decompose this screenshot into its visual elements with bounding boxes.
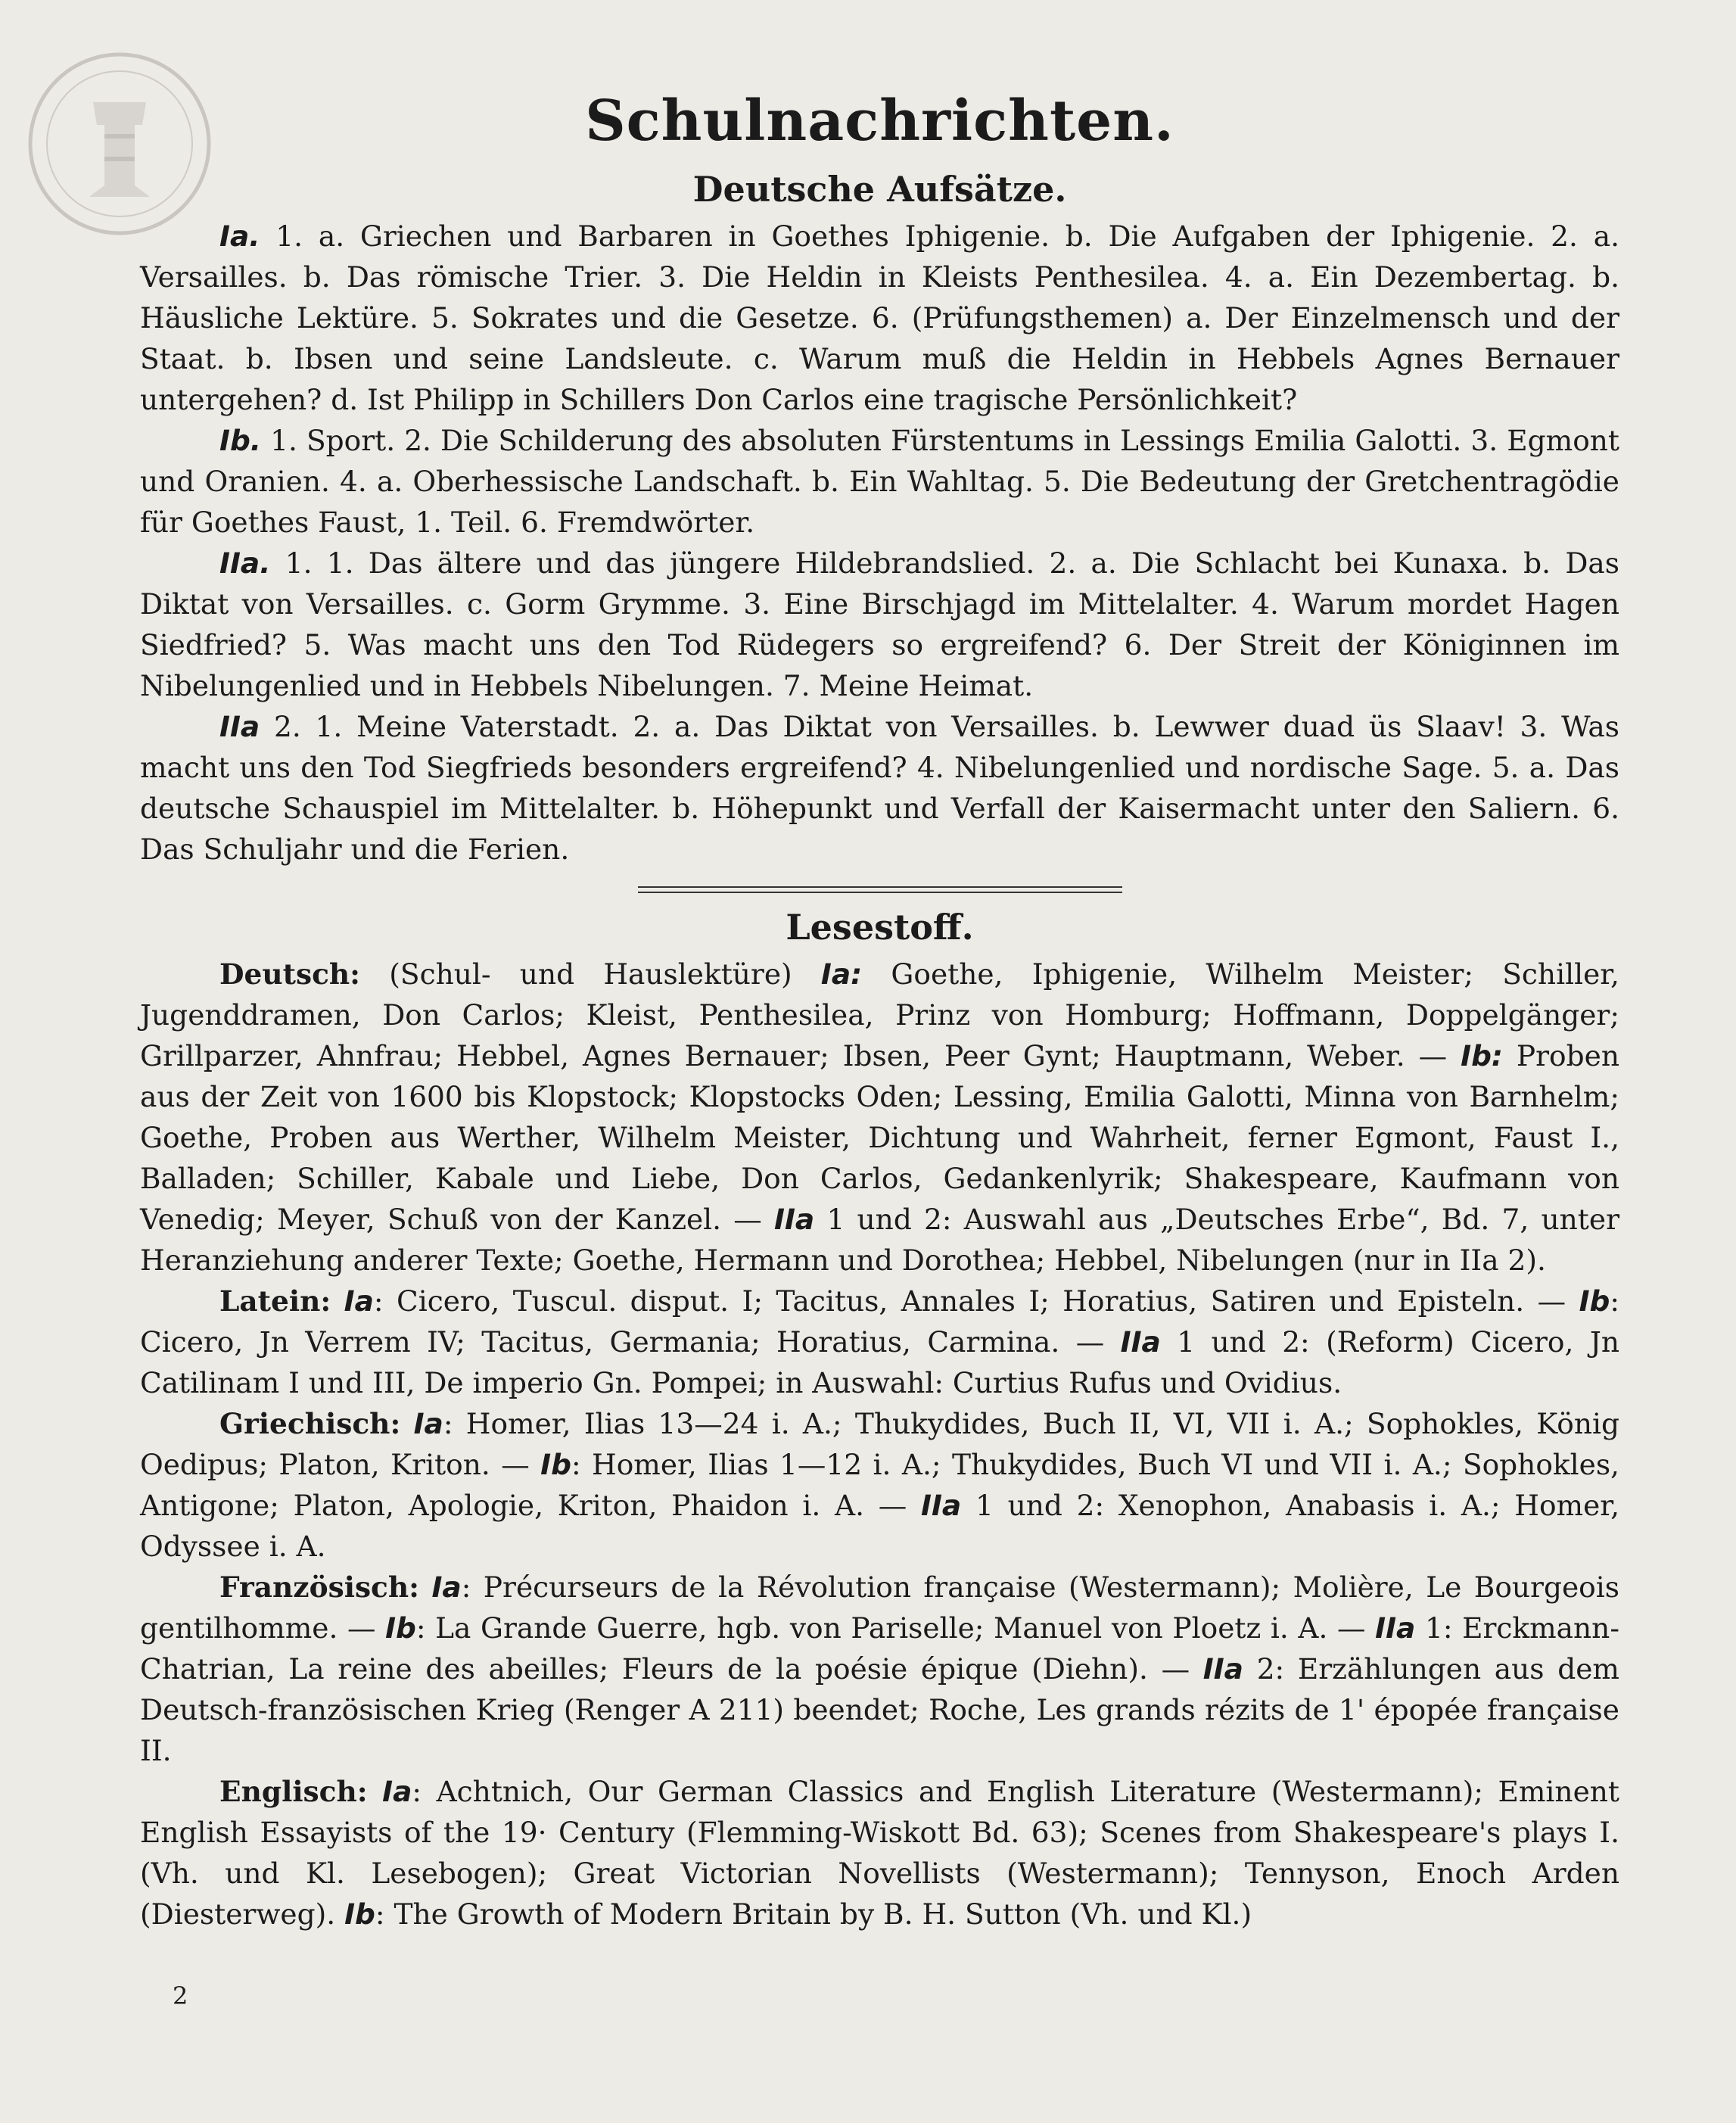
- aufsatz-text: 1. 1. Das ältere und das jüngere Hildebrandslied. 2. a. Die Schlacht bei Kunaxa. b. Das Diktat von Versailles. c. Gorm Grymme. 3. Eine Birschjagd im Mittelalter. 4. Warum mordet Hagen Siedfried? 5. Was macht uns den Tod Rüdegers so ergreifend? 6. Der Streit der Königinnen im Nibelungenlied und in Hebbels Nibelungen. 7. Meine Heimat.: [140, 546, 1619, 702]
- lesestoff-deutsch: [140, 954, 1619, 1281]
- subject-label: Französisch:: [219, 1570, 420, 1604]
- class-label: IIa: [219, 710, 260, 743]
- aufsatz-class-iia-1: [140, 543, 1619, 706]
- class-label: Ia:: [820, 957, 863, 991]
- class-label: Ia.: [219, 219, 260, 253]
- class-label: Ib: [1579, 1284, 1610, 1318]
- section-title-aufsaetze: Deutsche Aufsätze.: [692, 169, 1067, 210]
- aufsatz-class-ib: [140, 420, 1619, 543]
- class-label: IIa: [1120, 1325, 1161, 1359]
- class-label: IIa.: [219, 546, 271, 580]
- reading-text: 1 und 2: Auswahl aus „Deutsches Erbe“, Bd. 7, unter Heranziehung anderer Texte; Goethe, Hermann und Dorothea; Hebbel, Nibelungen (nur in IIa 2).: [140, 1203, 1619, 1277]
- class-label: Ia: [382, 1775, 412, 1808]
- lesestoff-latein: [140, 1281, 1619, 1403]
- section-title-lesestoff: Lesestoff.: [786, 907, 974, 948]
- content: [140, 79, 1619, 1935]
- reading-text: : Homer, Ilias 1—12 i. A.; Thukydides, Buch VI und VII i. A.; Sophokles, Antigone; Platon, Apologie, Kriton, Phaidon i. A. —: [140, 1448, 1619, 1522]
- reading-text: 1: Erckmann-Chatrian, La reine des abeilles; Fleurs de la poésie épique (Diehn). —: [140, 1611, 1619, 1686]
- aufsatz-text: 1. a. Griechen und Barbaren in Goethes Iphigenie. b. Die Aufgaben der Iphigenie. 2. a. Versailles. b. Das römische Trier. 3. Die Heldin in Kleists Penthesilea. 4. a. Ein Dezembertag. b. Häusliche Lektüre. 5. Sokrates und die Gesetze. 6. (Prüfungsthemen) a. Der Einzelmensch und der Staat. b. Ibsen und seine Landsleute. c. Warum muß die Heldin in Hebbels Agnes Bernauer untergehen? d. Ist Philipp in Schillers Don Carlos eine tragische Persönlichkeit?: [140, 219, 1619, 416]
- class-label: Ib: [385, 1611, 416, 1645]
- class-label: Ib: [540, 1448, 571, 1481]
- lesestoff-englisch: [140, 1771, 1619, 1935]
- page-title: Schulnachrichten.: [585, 89, 1174, 154]
- class-label: Ib: [344, 1897, 375, 1931]
- reading-text: 1 und 2: (Reform) Cicero, Jn Catilinam I und III, De imperio Gn. Pompei; in Auswahl: Curtius Rufus und Ovidius.: [140, 1325, 1619, 1399]
- reading-text: (Schul- und Hauslektüre): [360, 957, 821, 991]
- class-label: IIa: [774, 1203, 815, 1236]
- reading-text: : Cicero, Jn Verrem IV; Tacitus, Germania; Horatius, Carmina. —: [140, 1284, 1619, 1359]
- class-label: Ib:: [1461, 1039, 1503, 1072]
- class-label: Ia: [431, 1570, 462, 1604]
- reading-text: : Homer, Ilias 13—24 i. A.; Thukydides, Buch II, VI, VII i. A.; Sophokles, König Oedipus; Platon, Kriton. —: [140, 1407, 1619, 1481]
- aufsatz-text: 2. 1. Meine Vaterstadt. 2. a. Das Diktat von Versailles. b. Lewwer duad üs Slaav! 3. Was macht uns den Tod Siegfrieds besonders ergreifend? 4. Nibelungenlied und nordische Sage. 5. a. Das deutsche Schauspiel im Mittelalter. b. Höhepunkt und Verfall der Kaisermacht unter den Saliern. 6. Das Schuljahr und die Ferien.: [140, 710, 1619, 866]
- aufsatz-class-iia-2: [140, 706, 1619, 870]
- subject-label: Latein:: [219, 1284, 331, 1318]
- class-label: Ib.: [219, 424, 262, 457]
- reading-text: Goethe, Iphigenie, Wilhelm Meister; Schiller, Jugenddramen, Don Carlos; Kleist, Penthesilea, Prinz von Homburg; Hoffmann, Doppelgänger; Grillparzer, Ahnfrau; Hebbel, Agnes Bernauer; Ibsen, Peer Gynt; Hauptmann, Weber. —: [140, 957, 1619, 1072]
- reading-text: : Achtnich, Our German Classics and English Literature (Westermann); Eminent English Essayists of the 19· Century (Flemming-Wiskott Bd. 63); Scenes from Shakespeare's plays I. (Vh. und Kl. Lesebogen); Great Victorian Novellists (Westermann); Tennyson, Enoch Arden (Diesterweg).: [140, 1775, 1619, 1931]
- reading-text: 2: Erzählungen aus dem Deutsch-französischen Krieg (Renger A 211) beendet; Roche, Les grands rézits de 1' épopée française II.: [140, 1652, 1619, 1767]
- subject-label: Englisch:: [219, 1775, 368, 1808]
- subject-label: Deutsch:: [219, 957, 361, 991]
- lesestoff-franzoesisch: [140, 1567, 1619, 1771]
- aufsatz-text: 1. Sport. 2. Die Schilderung des absoluten Fürstentums in Lessings Emilia Galotti. 3. Egmont und Oranien. 4. a. Oberhessische Landschaft. b. Ein Wahltag. 5. Die Bedeutung der Gretchentragödie für Goethes Faust, 1. Teil. 6. Fremdwörter.: [140, 424, 1619, 539]
- reading-text: : Cicero, Tuscul. disput. I; Tacitus, Annales I; Horatius, Satiren und Episteln. —: [373, 1284, 1579, 1318]
- section-divider: [638, 886, 1122, 893]
- class-label: IIa: [921, 1489, 962, 1522]
- lesestoff-griechisch: [140, 1403, 1619, 1567]
- class-label: IIa: [1375, 1611, 1416, 1645]
- reading-text: : La Grande Guerre, hgb. von Pariselle; Manuel von Ploetz i. A. —: [415, 1611, 1376, 1645]
- page-number: 2: [173, 1981, 188, 2010]
- reading-text: Proben aus der Zeit von 1600 bis Klopstock; Klopstocks Oden; Lessing, Emilia Galotti, Minna von Barnhelm; Goethe, Proben aus Werther, Wilhelm Meister, Dichtung und Wahrheit, ferner Egmont, Faust I., Balladen; Schiller, Kabale und Liebe, Don Carlos, Gedankenlyrik; Shakespeare, Kaufmann von Venedig; Meyer, Schuß von der Kanzel. —: [140, 1039, 1619, 1236]
- aufsatz-class-ia: [140, 216, 1619, 420]
- reading-text: : The Growth of Modern Britain by B. H. Sutton (Vh. und Kl.): [375, 1897, 1252, 1931]
- class-label: Ia: [413, 1407, 443, 1440]
- reading-text: 1 und 2: Xenophon, Anabasis i. A.; Homer, Odyssee i. A.: [140, 1489, 1619, 1563]
- class-label: Ia: [344, 1284, 374, 1318]
- subject-label: Griechisch:: [219, 1407, 401, 1440]
- reading-text: : Précurseurs de la Révolution française (Westermann); Molière, Le Bourgeois gentilhomme. —: [140, 1570, 1619, 1645]
- class-label: IIa: [1202, 1652, 1243, 1686]
